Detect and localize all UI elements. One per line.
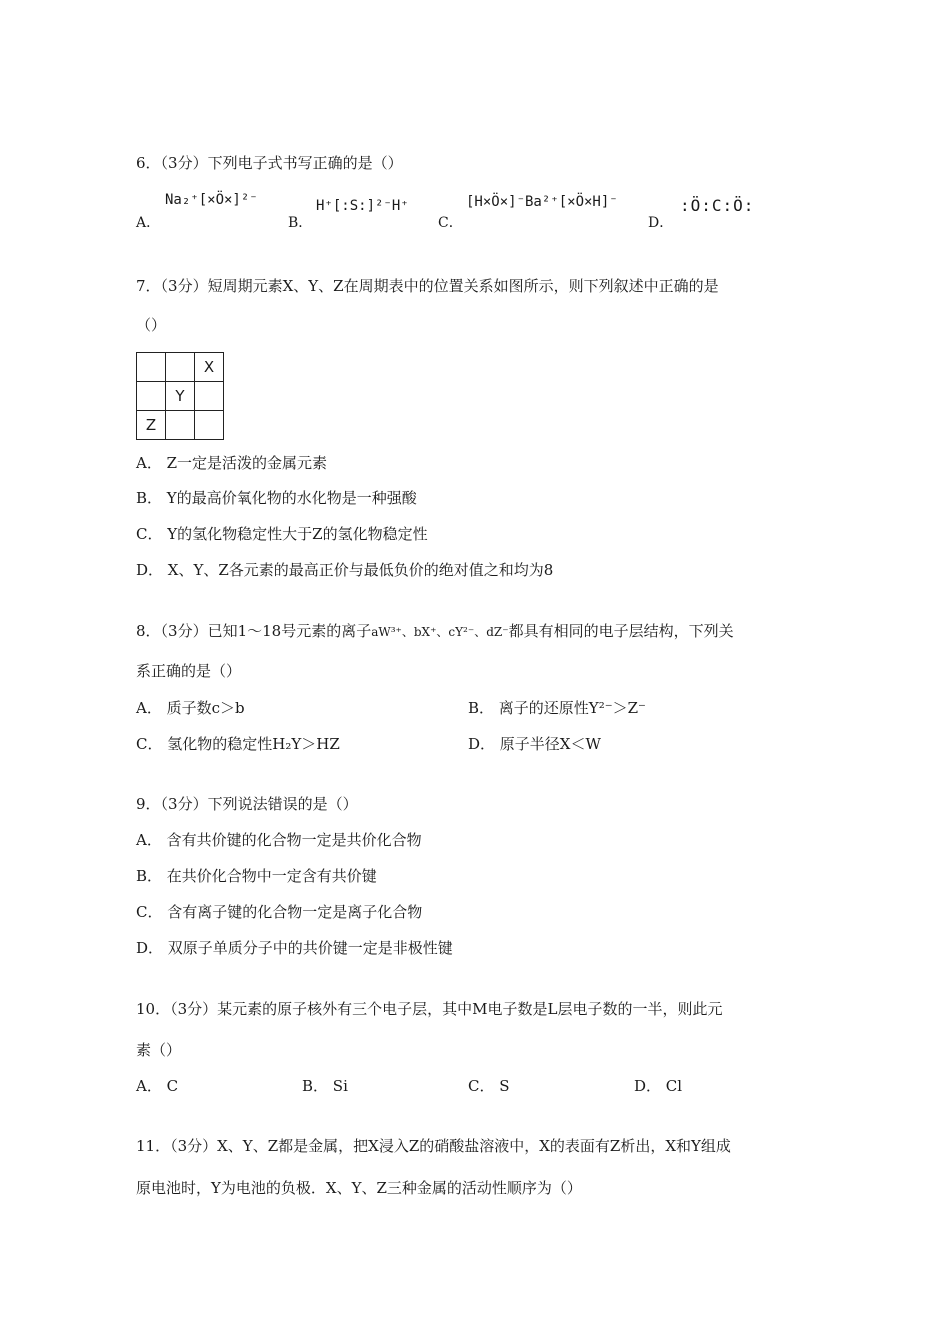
q9-option-a: A． 含有共价键的化合物一定是共价化合物	[136, 831, 422, 849]
q8-stem-post: 都具有相同的电子层结构，下列关	[508, 622, 734, 640]
q8-stem-line1	[136, 620, 734, 641]
q10-stem-line2: 素（）	[136, 1041, 182, 1059]
q8-option-c: C． 氢化物的稳定性H₂Y＞HZ	[136, 735, 340, 753]
q9-option-b: B． 在共价化合物中一定含有共价键	[136, 867, 377, 885]
grid-cell-x: X	[195, 353, 224, 382]
q8-option-b: B． 离子的还原性Y²⁻＞Z⁻	[468, 699, 646, 717]
q7-option-a: A． Z一定是活泼的金属元素	[136, 454, 328, 472]
q6-option-c-formula: [H×Ö×]⁻Ba²⁺[×Ö×H]⁻	[466, 194, 618, 210]
grid-cell	[166, 353, 195, 382]
q7-option-d: D． X、Y、Z各元素的最高正价与最低负价的绝对值之和均为8	[136, 561, 554, 579]
q6-option-a	[136, 212, 160, 232]
q9-option-c: C． 含有离子键的化合物一定是离子化合物	[136, 903, 423, 921]
q8-ions: aW³⁺、bX⁺、cY²⁻、dZ⁻	[371, 625, 509, 639]
grid-cell-y: Y	[166, 382, 195, 411]
q6-option-b-label: B．	[288, 215, 313, 231]
q8-stem-pre: 8．（3分）已知1～18号元素的离子	[136, 622, 372, 640]
q7-stem-line1: 7．（3分）短周期元素X、Y、Z在周期表中的位置关系如图所示，则下列叙述中正确的是	[136, 277, 719, 295]
q6-option-c-label: C．	[438, 215, 463, 231]
q6-stem: 6．（3分）下列电子式书写正确的是（）	[136, 154, 403, 172]
q8-option-d: D． 原子半径X＜W	[468, 735, 601, 753]
q11-stem-line2: 原电池时，Y为电池的负极．X、Y、Z三种金属的活动性顺序为（）	[136, 1179, 582, 1197]
q6-option-c	[438, 212, 463, 232]
q10-option-b: B． Si	[302, 1077, 348, 1095]
q6-option-a-label: A．	[136, 215, 161, 231]
q6-option-d-label: D．	[648, 215, 674, 231]
q6-option-b	[288, 212, 312, 232]
grid-cell	[166, 411, 195, 440]
q10-option-a: A． C	[136, 1077, 179, 1095]
q6-option-d-formula: :Ö:C:Ö:	[680, 196, 755, 215]
q9-stem: 9．（3分）下列说法错误的是（）	[136, 795, 358, 813]
periodic-table-grid	[136, 352, 224, 440]
q10-stem-line1: 10．（3分）某元素的原子核外有三个电子层，其中M电子数是L层电子数的一半，则此元	[136, 1000, 723, 1018]
grid-cell	[137, 382, 166, 411]
q7-stem-line2: （）	[136, 316, 167, 334]
q11-stem-line1: 11．（3分）X、Y、Z都是金属，把X浸入Z的硝酸盐溶液中，X的表面有Z析出，X和Y组成	[136, 1137, 731, 1155]
grid-cell	[195, 382, 224, 411]
q8-option-a: A． 质子数c＞b	[136, 699, 245, 717]
q9-option-d: D． 双原子单质分子中的共价键一定是非极性键	[136, 939, 453, 957]
q10-option-d: D． Cl	[634, 1077, 683, 1095]
q6-option-b-formula: H⁺[:S:]²⁻H⁺	[316, 198, 409, 214]
q8-stem-line2: 系正确的是（）	[136, 662, 242, 680]
grid-cell	[195, 411, 224, 440]
q7-option-c: C． Y的氢化物稳定性大于Z的氢化物稳定性	[136, 525, 428, 543]
grid-cell	[137, 353, 166, 382]
q7-option-b: B． Y的最高价氧化物的水化物是一种强酸	[136, 489, 417, 507]
q6-option-d	[648, 212, 673, 232]
q10-option-c: C． S	[468, 1077, 510, 1095]
grid-cell-z: Z	[137, 411, 166, 440]
q6-option-a-formula: Na₂⁺[×Ö×]²⁻	[165, 192, 258, 208]
